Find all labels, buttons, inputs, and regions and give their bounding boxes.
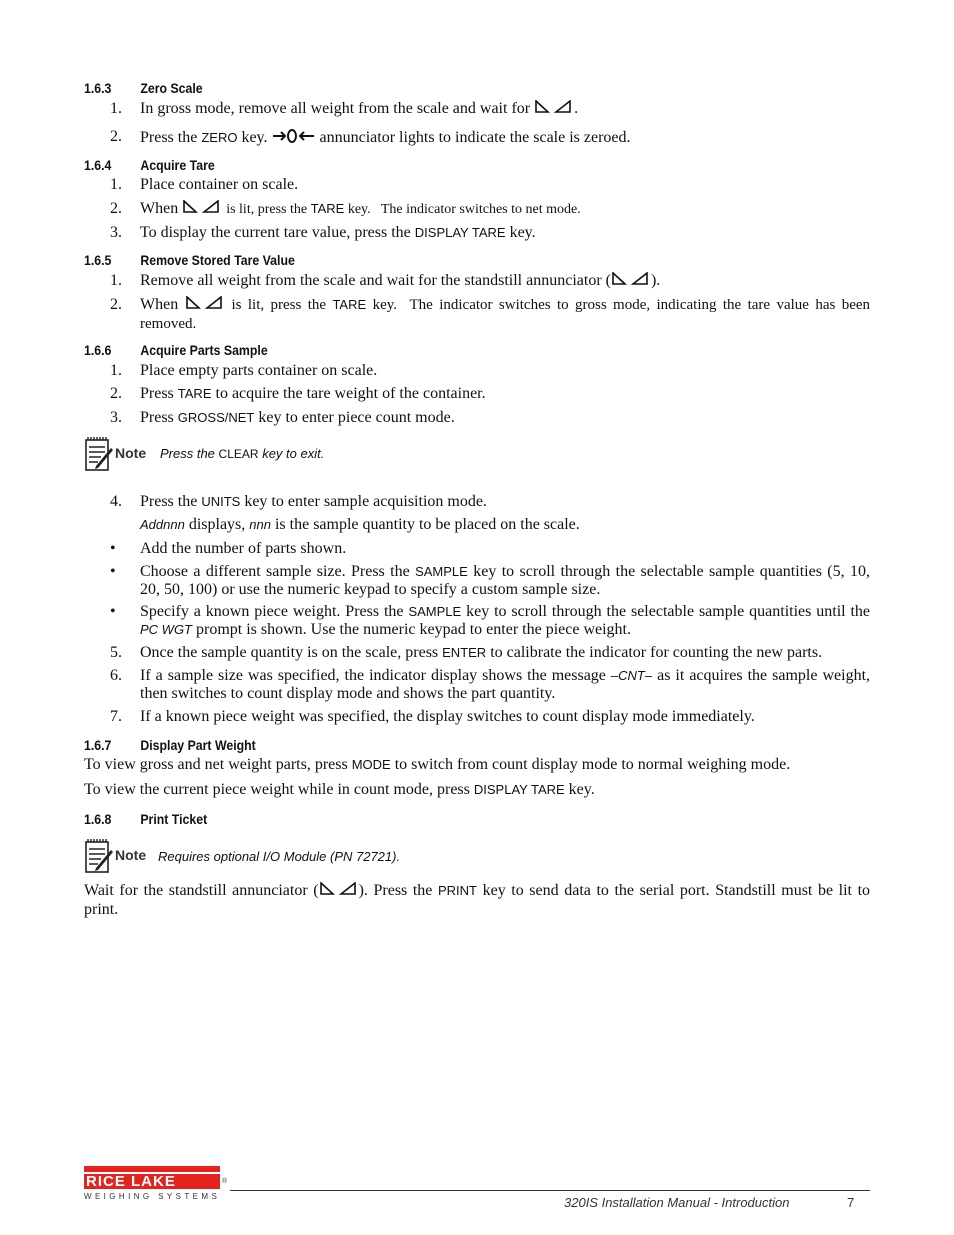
standstill-annunciator-icon (185, 296, 225, 315)
section-heading-1-6-5: 1.6.5 Remove Stored Tare Value (84, 252, 295, 268)
note-text: Requires optional I/O Module (PN 72721). (158, 849, 401, 864)
list-item: 2. Press the ZERO key. annunciator lights to indicate the scale is zeroed. (110, 128, 870, 149)
list-item: 1. Place container on scale. (110, 176, 299, 193)
standstill-annunciator-icon (534, 100, 574, 119)
rice-lake-logo (84, 1166, 228, 1201)
paragraph: Wait for the standstill annunciator ( ). Press the PRINT key to send data to the serial port. Standstill must be lit to print. (84, 882, 871, 918)
key-name: SAMPLE (408, 604, 462, 619)
key-name: UNITS (201, 494, 241, 509)
list-item: 2. Press TARE to acquire the tare weight of the container. (110, 385, 486, 402)
registered-mark: ® (222, 1178, 228, 1185)
list-item: 1. Remove all weight from the scale and wait for the standstill annunciator ( ). (110, 272, 661, 290)
footer-manual-title: 320IS Installation Manual - Introduction (564, 1195, 790, 1210)
paragraph: To view the current piece weight while in count mode, press DISPLAY TARE key. (84, 781, 595, 798)
list-item-detail: Addnnn displays, nnn is the sample quantity to be placed on the scale. (140, 516, 580, 533)
standstill-annunciator-icon (611, 272, 651, 291)
bullet-item: • Choose a different sample size. Press the SAMPLE key to scroll through the selectable sample quantities (5, 10, 20, 50, 100) or use the numeric keypad to specify a custom sample size. (110, 563, 871, 598)
list-item: 3. To display the current tare value, press the DISPLAY TARE key. (110, 224, 536, 241)
note-label: Note (115, 847, 147, 863)
display-text: Addnnn (140, 517, 185, 532)
list-item: 4. Press the UNITS key to enter sample acquisition mode. (110, 493, 487, 510)
key-name: ENTER (442, 645, 487, 660)
note-text: Press the CLEAR key to exit. (160, 446, 325, 461)
center-of-zero-annunciator-icon (272, 128, 316, 149)
logo-stripe (84, 1166, 220, 1172)
section-heading-1-6-4: 1.6.4 Acquire Tare (84, 157, 215, 173)
note-label: Note (115, 445, 147, 461)
section-heading-1-6-8: 1.6.8 Print Ticket (84, 811, 208, 827)
key-name: TARE (310, 201, 345, 217)
key-name: SAMPLE (415, 564, 468, 579)
list-item: 3. Press GROSS/NET key to enter piece count mode. (110, 409, 455, 426)
logo-brand-text: RICE LAKE (86, 1173, 176, 1190)
section-heading-1-6-7: 1.6.7 Display Part Weight (84, 737, 256, 753)
paragraph: To view gross and net weight parts, press MODE to switch from count display mode to normal weighing mode. (84, 756, 791, 773)
key-name: DISPLAY TARE (414, 225, 506, 240)
logo-subtitle: WEIGHING SYSTEMS (84, 1192, 221, 1201)
list-item: 2. When is lit, press the TARE key. The indicator switches to net mode. (110, 200, 581, 218)
bullet-item: • Specify a known piece weight. Press the SAMPLE key to scroll through the selectable sample quantities until the PC WGT prompt is shown. Use the numeric keypad to enter the piece weight. (110, 603, 871, 638)
footer-rule (230, 1190, 870, 1191)
note-pad-icon (84, 838, 114, 879)
list-item: 1. In gross mode, remove all weight from the scale and wait for . (110, 100, 579, 118)
page-number: 7 (847, 1195, 855, 1210)
bullet-item: • Add the number of parts shown. (110, 540, 347, 557)
list-item: 2. When is lit, press the TARE key. The indicator switches to gross mode, indicating the tare value has been removed. (110, 296, 871, 332)
standstill-annunciator-icon (182, 200, 222, 219)
key-name: MODE (351, 757, 391, 772)
list-item: 1. Place empty parts container on scale. (110, 362, 378, 379)
key-name: TARE (177, 386, 212, 401)
display-text: PC WGT (140, 622, 192, 637)
list-item: 7. If a known piece weight was specified, the display switches to count display mode immediately. (110, 708, 755, 725)
list-item: 6. If a sample size was specified, the indicator display shows the message –CNT– as it acquires the sample weight, then switches to count display mode and shows the part quantity. (110, 667, 871, 702)
key-name: DISPLAY TARE (473, 782, 565, 797)
note-pad-icon (84, 436, 114, 477)
key-name: PRINT (438, 883, 477, 899)
list-item: 5. Once the sample quantity is on the scale, press ENTER to calibrate the indicator for counting the new parts. (110, 644, 823, 661)
key-name: CLEAR (218, 447, 259, 461)
section-heading-1-6-3: 1.6.3 Zero Scale (84, 80, 203, 96)
section-heading-1-6-6: 1.6.6 Acquire Parts Sample (84, 342, 268, 358)
key-name: GROSS/NET (177, 410, 255, 425)
display-text: –CNT– (610, 668, 653, 683)
key-name: ZERO (201, 130, 238, 146)
standstill-annunciator-icon (319, 882, 359, 901)
display-text: nnn (249, 517, 271, 532)
key-name: TARE (332, 297, 367, 313)
